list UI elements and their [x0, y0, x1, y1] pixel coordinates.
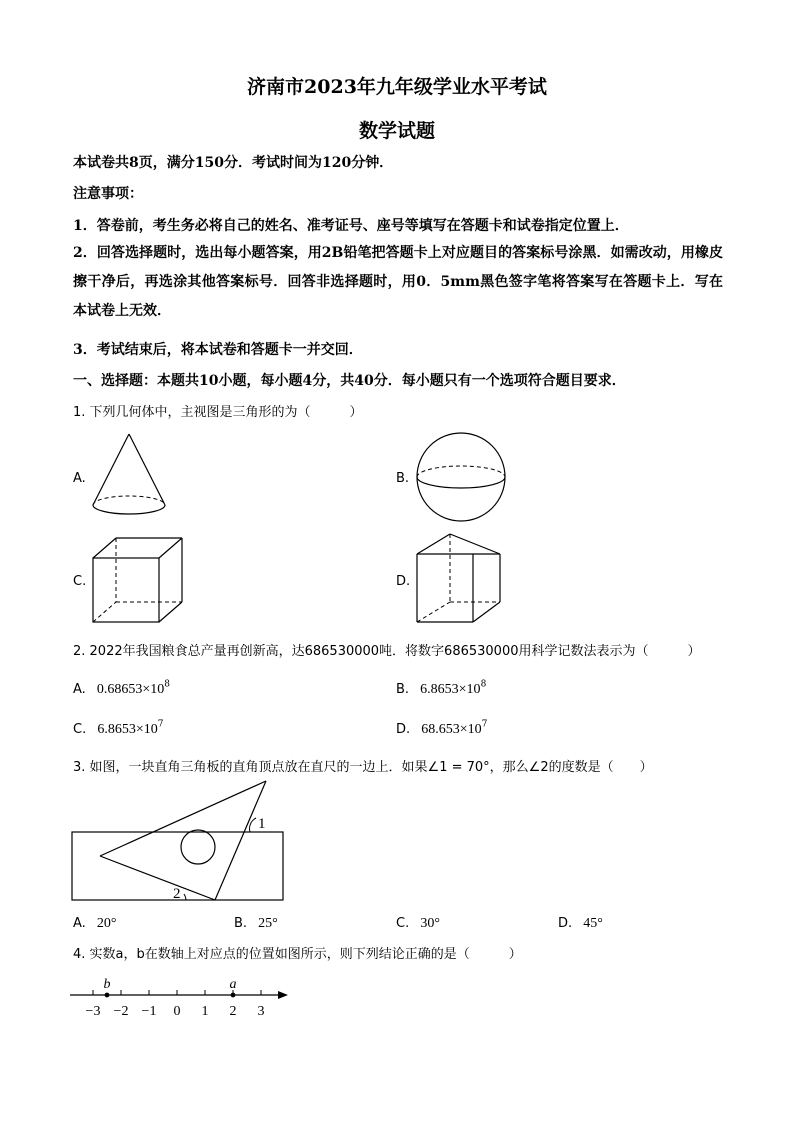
q2-option-b-exp: 8 — [480, 679, 487, 690]
note-1: 1．答卷前，考生务必将自己的姓名、准考证号、座号等填写在答题卡和试卷指定位置上． — [73, 218, 629, 234]
q3-option-d-text: 45° — [583, 916, 603, 931]
q3-option-a-text: 20° — [96, 916, 117, 931]
section-heading: 一、选择题：本题共10小题，每小题4分，共40分．每小题只有一个选项符合题目要求． — [73, 373, 626, 389]
q2-option-d-exp: 7 — [481, 719, 488, 730]
q3-option-c-text: 30° — [420, 916, 440, 931]
q3-option-b-label: B. — [234, 916, 248, 931]
ruler-triangle-figure — [70, 776, 290, 904]
number-line-figure — [66, 972, 292, 1022]
q1-option-b-label: B. — [396, 471, 410, 486]
q2-option-a-label: A. — [73, 682, 86, 697]
number-line-tick-label: 0 — [173, 1004, 181, 1019]
number-line-tick-label: −1 — [141, 1004, 157, 1019]
q2-option-d-coef: 68.653×10 — [421, 722, 482, 737]
q2-option-d — [396, 718, 487, 738]
note-2: 2．回答选择题时，选出每小题答案，用2B铅笔把答题卡上对应题目的答案标号涂黑．如需改动，用橡皮擦干净后，再选涂其他答案标号．回答非选择题时，用0．5mm黑色签字笔将答案写在答题卡上．写在本试卷上无效． — [73, 245, 723, 319]
exam-title: 济南市2023年九年级学业水平考试 — [247, 76, 547, 98]
q3-option-b-text: 25° — [258, 916, 278, 931]
q3-option-d-label: D. — [558, 916, 573, 931]
number-line-tick-label: 2 — [229, 1004, 237, 1019]
q2-option-c-label: C. — [73, 722, 87, 737]
number-line-tick-label: −2 — [113, 1004, 129, 1019]
q2-option-a-exp: 8 — [164, 679, 171, 690]
notice-heading: 注意事项： — [73, 186, 143, 202]
triangle-hole — [181, 830, 215, 864]
q2-option-a-coef: 0.68653×10 — [96, 682, 165, 697]
question-3-stem: 3. 如图，一块直角三角板的直角顶点放在直尺的一边上．如果∠1 = 70°，那么∠2的度数是（ ） — [73, 760, 653, 775]
number-line-point-label-b: b — [103, 977, 111, 992]
q3-option-c — [396, 912, 440, 932]
question-1-stem: 1. 下列几何体中，主视图是三角形的为（ ） — [73, 405, 363, 420]
q2-option-b — [396, 678, 486, 698]
angle-2-label: 2 — [173, 886, 181, 902]
number-line-tick-label: 1 — [201, 1004, 209, 1019]
sphere-figure — [414, 432, 510, 524]
q2-option-c-exp: 7 — [157, 719, 164, 730]
triangular-prism-figure — [414, 530, 506, 628]
exam-subtitle: 数学试题 — [358, 120, 435, 142]
q2-option-b-coef: 6.8653×10 — [420, 682, 481, 697]
q3-option-a — [73, 912, 117, 932]
question-2-stem: 2. 2022年我国粮食总产量再创新高，达686530000吨．将数字686530000用科学记数法表示为（ ） — [73, 644, 701, 659]
cone-figure — [88, 432, 172, 518]
q3-option-a-label: A. — [73, 916, 86, 931]
q3-option-d — [558, 912, 603, 932]
number-line-point-b — [105, 993, 110, 998]
q3-option-b — [234, 912, 278, 932]
q2-option-c — [73, 718, 163, 738]
number-line-tick-label: −3 — [85, 1004, 101, 1019]
number-line-point-label-a: a — [229, 977, 237, 992]
number-line-arrow — [278, 991, 288, 999]
q1-option-a-label: A. — [73, 471, 86, 486]
cube-figure — [88, 534, 186, 626]
exam-info: 本试卷共8页，满分150分．考试时间为120分钟． — [73, 155, 394, 171]
number-line-tick-label: 3 — [257, 1004, 265, 1019]
q1-option-c-label: C. — [73, 574, 87, 589]
q2-option-b-label: B. — [396, 682, 410, 697]
q2-option-a — [73, 678, 170, 698]
q1-option-d-label: D. — [396, 574, 411, 589]
number-line-point-a — [231, 993, 236, 998]
q2-option-c-coef: 6.8653×10 — [97, 722, 158, 737]
question-4-stem: 4. 实数a，b在数轴上对应点的位置如图所示，则下列结论正确的是（ ） — [73, 947, 522, 962]
q3-option-c-label: C. — [396, 916, 410, 931]
q2-option-d-label: D. — [396, 722, 411, 737]
note-3: 3．考试结束后，将本试卷和答题卡一并交回． — [73, 342, 363, 358]
angle-1-label: 1 — [258, 816, 266, 832]
